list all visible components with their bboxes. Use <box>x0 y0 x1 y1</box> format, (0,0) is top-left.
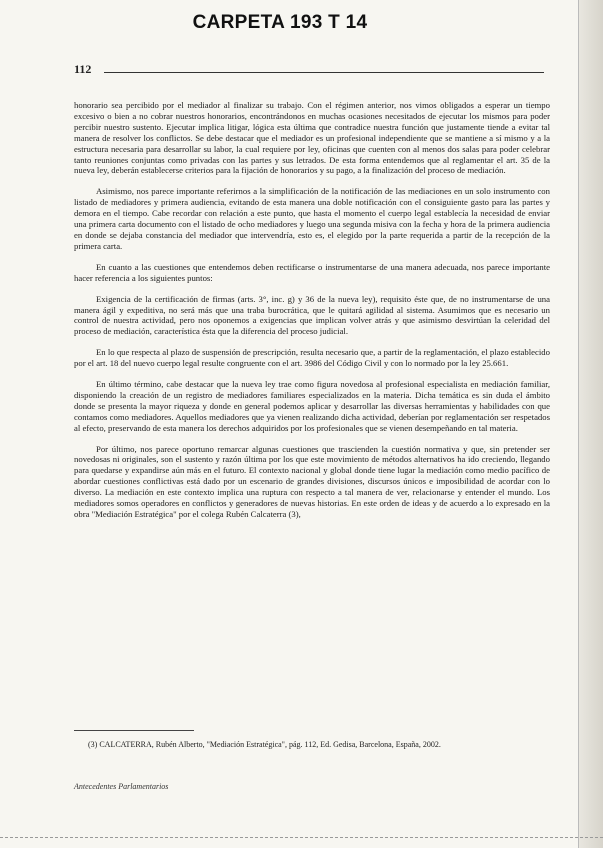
page-bottom-edge <box>0 837 603 848</box>
scanned-margin <box>578 0 603 848</box>
header-rule <box>104 72 544 73</box>
paragraph: Exigencia de la certificación de firmas (arts. 3°, inc. g) y 36 de la nueva ley), requisito éste que, de no instrumentarse de una manera ágil y expeditiva, no será más que una traba burocrática, que le quitará agilidad al sistema. Asumimos que es necesario un control de nuestra actividad, pero nos oponemos a exigencias que implican volver atrás y que asimismo desvirtúan la celeridad del proceso de mediación, característica ésta que la diferencia del proceso judicial. <box>74 293 550 337</box>
paragraph: Asimismo, nos parece importante referirnos a la simplificación de la notificación de las mediaciones en un solo instrumento con listado de mediadores y primera audiencia, evitando de esta manera una doble notificación con el consiguiente gasto para las partes y demora en el tiempo. Cabe recordar con relación a este punto, que hasta el momento el cuerpo legal establecía la necesidad de enviar una primera carta documento con el listado de ocho mediadores y luego una segunda misiva con la fecha y hora de la primera audiencia en donde se dejaba constancia del mediador que intervendría, esto es, el elegido por la parte requerida a partir de la recepción de la primera carta. <box>74 186 550 251</box>
page-number: 112 <box>74 62 92 76</box>
body-text <box>74 100 550 530</box>
paragraph: En último término, cabe destacar que la nueva ley trae como figura novedosa al profesional especialista en mediación familiar, disponiendo la creación de un registro de mediadores familiares especializados en la materia. Dicha temática es sin duda el ámbito donde se presenta la mayor riqueza y donde en general podemos aplicar y desarrollar las diversas herramientas y habilidades con que contamos como mediadores. Aquellos mediadores que ya vienen realizando dicha actividad, deberían por reglamentación ser respetados al efecto, preservando de esta manera los derechos adquiridos por los profesionales que se vienen desempeñando en tal materia. <box>74 379 550 433</box>
footnote: (3) CALCATERRA, Rubén Alberto, "Mediación Estratégica", pág. 112, Ed. Gedisa, Barcelona, España, 2002. <box>88 740 441 749</box>
page-footer: Antecedentes Parlamentarios <box>74 782 169 791</box>
folder-header: CARPETA 193 T 14 <box>192 12 368 33</box>
paragraph: honorario sea percibido por el mediador al finalizar su trabajo. Con el régimen anterior, nos vimos obligados a esperar un tiempo excesivo o bien a no cobrar nuestros honorarios, encontrándonos en muchas ocasiones necesitados de ejecutar los mismos para poder percibir nuestro sustento. Ejecutar implica litigar, lógica esta última que contradice nuestra función que justamente tiende a evitar tal manera de resolver los conflictos. Se debe destacar que el mediador es un profesional independiente que se mantiene a sí mismo y a la estructura necesaria para desarrollar su labor, la cual requiere por ley, oficinas que cuenten con al menos dos salas para poder celebrar tanto reuniones conjuntas como privadas con las partes y sus letrados. De esta forma entendemos que al reglamentar el art. 35 de la nueva ley, deberán establecerse criterios para la fijación de honorarios y su pago, a la finalización del proceso de mediación. <box>74 100 550 176</box>
paragraph: En lo que respecta al plazo de suspensión de prescripción, resulta necesario que, a partir de la reglamentación, el plazo establecido por el art. 18 del nuevo cuerpo legal resulte congruente con el art. 3986 del Código Civil y con lo normado por la ley 25.661. <box>74 347 550 369</box>
footnote-rule <box>74 730 194 731</box>
paragraph: Por último, nos parece oportuno remarcar algunas cuestiones que trascienden la cuestión normativa y que, sin pretender ser novedosas ni originales, son el sustento y razón última por los que este movimiento de métodos alternativos ha ido creciendo, llegando para quedarse y expandirse aún más en el futuro. El contexto nacional y global donde tiene lugar la mediación como medio pacífico de abordar cuestiones conflictivas está dado por un escenario de grandes divisiones, discursos únicos e imposibilidad de acordar con lo diverso. La mediación en este contexto implica una ruptura con respecto a tal manera de ver, relacionarse y entender el mundo. Los mediadores somos operadores en conflictos y generadores de nuevas historias. En este orden de ideas y de acuerdo a lo expresado en la obra "Mediación Estratégica" por el colega Rubén Calcaterra (3), <box>74 443 550 519</box>
paragraph: En cuanto a las cuestiones que entendemos deben rectificarse o instrumentarse de una manera adecuada, nos parece importante hacer referencia a los siguientes puntos: <box>74 261 550 283</box>
